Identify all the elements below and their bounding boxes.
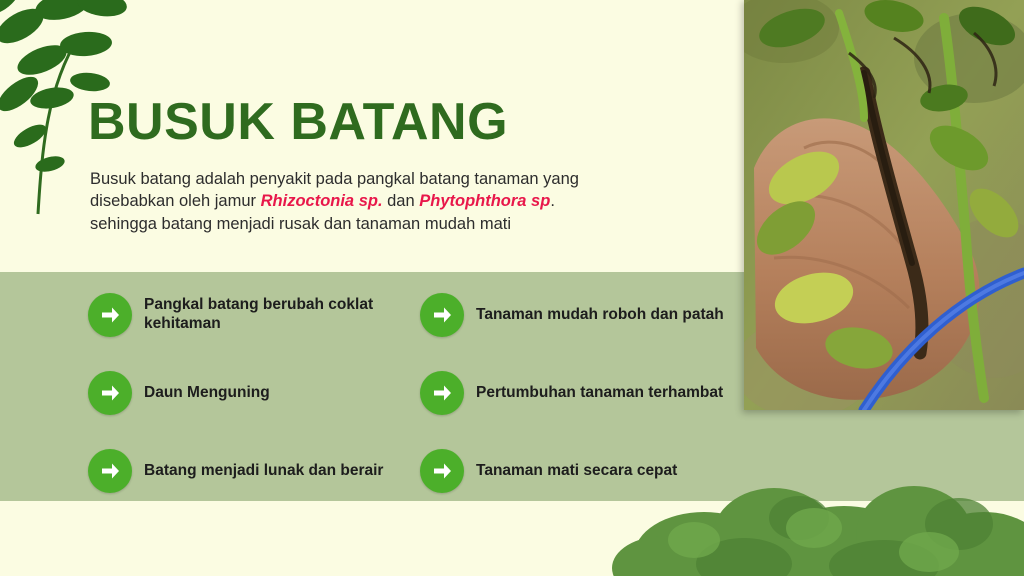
description-line-1: Busuk batang adalah penyakit pada pangkal batang tanaman yang (90, 170, 579, 188)
arrow-right-circle-icon (420, 293, 464, 337)
symptom-label: Daun Menguning (144, 383, 270, 401)
page-title: BUSUK BATANG (88, 93, 509, 151)
symptom-label: Tanaman mudah roboh dan patah (476, 305, 724, 323)
symptom-list-left (88, 292, 418, 526)
arrow-right-circle-icon (420, 371, 464, 415)
tree-foliage-decoration (584, 456, 1024, 576)
arrow-right-circle-icon (88, 371, 132, 415)
arrow-right-circle-icon (420, 449, 464, 493)
description-paragraph (90, 168, 690, 235)
list-item (420, 292, 750, 338)
pathogen-name-1: Rhizoctonia sp. (260, 192, 383, 211)
list-item (88, 370, 418, 416)
list-item (420, 370, 750, 416)
list-item (88, 448, 418, 494)
symptom-label: Pangkal batang berubah coklat kehitaman (144, 296, 374, 332)
list-item (88, 292, 418, 338)
description-line-2 (90, 190, 690, 212)
symptom-label: Pertumbuhan tanaman terhambat (476, 383, 724, 401)
stem-rot-plant-photo (744, 0, 1024, 410)
arrow-right-circle-icon (88, 293, 132, 337)
description-line-2-text-a: disebabkan oleh jamur (90, 192, 261, 211)
description-line-3: sehingga batang menjadi rusak dan tanaman mudah mati (90, 214, 512, 233)
symptom-label: Tanaman mati secara cepat (476, 461, 678, 479)
description-line-2-text-b: dan (382, 192, 420, 211)
pathogen-name-2: Phytophthora sp (419, 192, 551, 211)
symptom-label: Batang menjadi lunak dan berair (144, 461, 384, 479)
description-line-2-text-c: . (550, 192, 555, 211)
arrow-right-circle-icon (88, 449, 132, 493)
